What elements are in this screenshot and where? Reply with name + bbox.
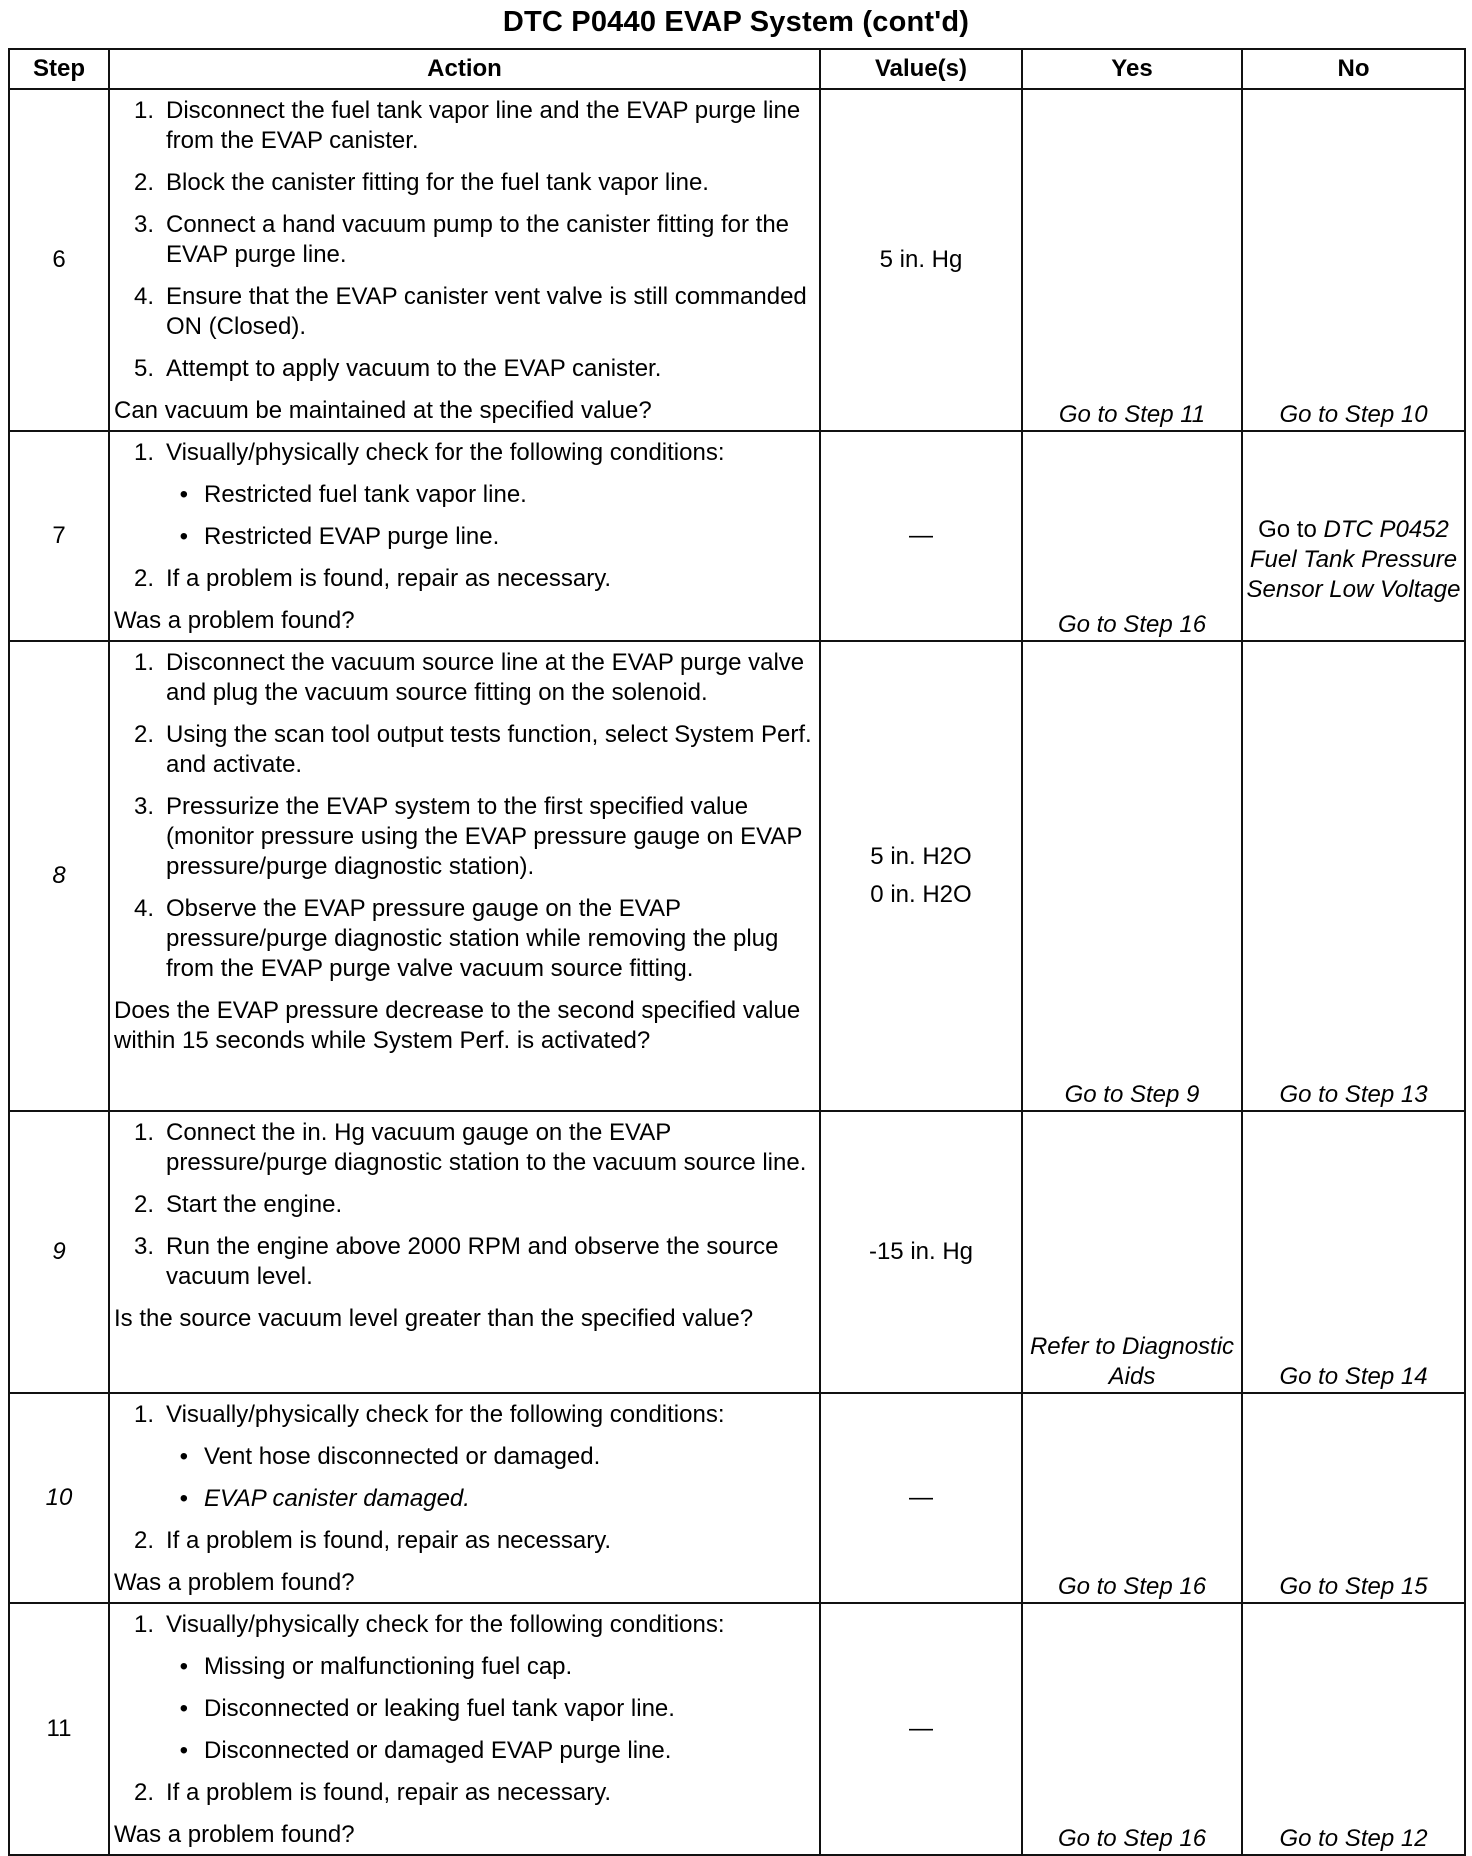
action-bullet: • Restricted fuel tank vapor line. [179,481,527,508]
value-text: -15 in. Hg [868,1238,974,1265]
yes-result: Go to Step 11 [1022,89,1242,431]
header-step: Step [9,49,109,89]
action-step: 1. Connect the in. Hg vacuum gauge on the EVAP pressure/purge diagnostic station to the vacuum source line. [133,1119,807,1176]
action-bullet: • Missing or malfunctioning fuel cap. [179,1653,573,1680]
no-result: Go to Step 12 [1242,1603,1465,1855]
action-cell [109,1111,820,1393]
yes-result: Go to Step 16 [1022,1393,1242,1603]
no-result: Go to Step 13 [1242,641,1465,1111]
action-bullet: • Vent hose disconnected or damaged. [179,1443,601,1470]
no-result-link[interactable]: DTC P0452 Fuel Tank Pressure Sensor Low Voltage [1246,516,1461,603]
action-cell [109,89,820,431]
action-cell [109,641,820,1111]
table-row [9,1393,1465,1603]
header-action: Action [109,49,820,89]
action-step: 3. Run the engine above 2000 RPM and observe the source vacuum level. [133,1233,779,1290]
action-cell [109,1603,820,1855]
table-row [9,641,1465,1111]
action-step: 4. Ensure that the EVAP canister vent valve is still commanded ON (Closed). [133,283,807,340]
value-text: — [909,1484,933,1511]
action-step: 1. Disconnect the fuel tank vapor line and the EVAP purge line from the EVAP canister. [133,97,801,154]
value-cell [820,1393,1022,1603]
question-text: Does the EVAP pressure decrease to the second specified value within 15 seconds while System Perf. is activated? [114,997,801,1054]
question-text: Can vacuum be maintained at the specified value? [114,397,652,424]
yes-result: Go to Step 9 [1022,641,1242,1111]
action-step: 3. Pressurize the EVAP system to the first specified value (monitor pressure using the EVAP pressure gauge on EVAP pressure/purge diagnostic station). [133,793,802,880]
no-result: Go to Step 10 [1242,89,1465,431]
step-number: 6 [9,89,109,431]
value-cell [820,89,1022,431]
table-row [9,89,1465,431]
step-number: 8 [9,641,109,1111]
action-cell [109,431,820,641]
action-step: 2. If a problem is found, repair as necessary. [133,1779,612,1806]
action-step: 2. If a problem is found, repair as necessary. [133,1527,612,1554]
table-row [9,1111,1465,1393]
value-cell [820,1603,1022,1855]
question-text: Was a problem found? [114,1569,355,1596]
value-cell [820,641,1022,1111]
action-step: 2. Block the canister fitting for the fuel tank vapor line. [133,169,709,196]
action-cell [109,1393,820,1603]
table-row [9,431,1465,641]
value-cell [820,431,1022,641]
no-result [1242,431,1465,641]
no-result: Go to Step 15 [1242,1393,1465,1603]
action-step: 5. Attempt to apply vacuum to the EVAP canister. [133,355,662,382]
question-text: Was a problem found? [114,1821,355,1848]
no-result: Go to Step 14 [1242,1111,1465,1393]
question-text: Was a problem found? [114,607,355,634]
question-text: Is the source vacuum level greater than the specified value? [114,1305,754,1332]
step-number: 7 [9,431,109,641]
diagnostic-table [8,48,1466,1856]
action-step: 3. Connect a hand vacuum pump to the canister fitting for the EVAP purge line. [133,211,790,268]
action-step: 2. If a problem is found, repair as necessary. [133,565,612,592]
step-number: 10 [9,1393,109,1603]
value-text: — [909,1715,933,1742]
document-title: DTC P0440 EVAP System (cont'd) [502,6,970,38]
value-text: 5 in. Hg [879,246,963,273]
table-row [9,1603,1465,1855]
action-step: 1. Visually/physically check for the following conditions: [133,439,725,466]
step-number: 9 [9,1111,109,1393]
yes-result: Refer to Diagnostic Aids [1022,1111,1242,1393]
no-result-prefix: Go to [1258,516,1317,543]
action-bullet: • EVAP canister damaged. [179,1485,470,1512]
action-bullet: • Disconnected or damaged EVAP purge line. [179,1737,672,1764]
yes-result: Go to Step 16 [1022,431,1242,641]
header-yes: Yes [1022,49,1242,89]
value-cell [820,1111,1022,1393]
action-bullet: • Disconnected or leaking fuel tank vapor line. [179,1695,675,1722]
step-number: 11 [9,1603,109,1855]
action-step: 1. Visually/physically check for the following conditions: [133,1611,725,1638]
table-header-row [9,49,1465,89]
action-step: 2. Start the engine. [133,1191,343,1218]
value-text: — [909,522,933,549]
value-text: 0 in. H2O [870,881,972,908]
yes-result: Go to Step 16 [1022,1603,1242,1855]
action-step: 1. Disconnect the vacuum source line at the EVAP purge valve and plug the vacuum source fitting on the solenoid. [133,649,805,706]
header-values: Value(s) [820,49,1022,89]
action-step: 4. Observe the EVAP pressure gauge on the EVAP pressure/purge diagnostic station while removing the plug from the EVAP purge valve vacuum source fitting. [133,895,779,982]
value-text: 5 in. H2O [870,843,972,870]
action-step: 2. Using the scan tool output tests function, select System Perf. and activate. [133,721,812,778]
action-bullet: • Restricted EVAP purge line. [179,523,500,550]
header-no: No [1242,49,1465,89]
action-step: 1. Visually/physically check for the following conditions: [133,1401,725,1428]
